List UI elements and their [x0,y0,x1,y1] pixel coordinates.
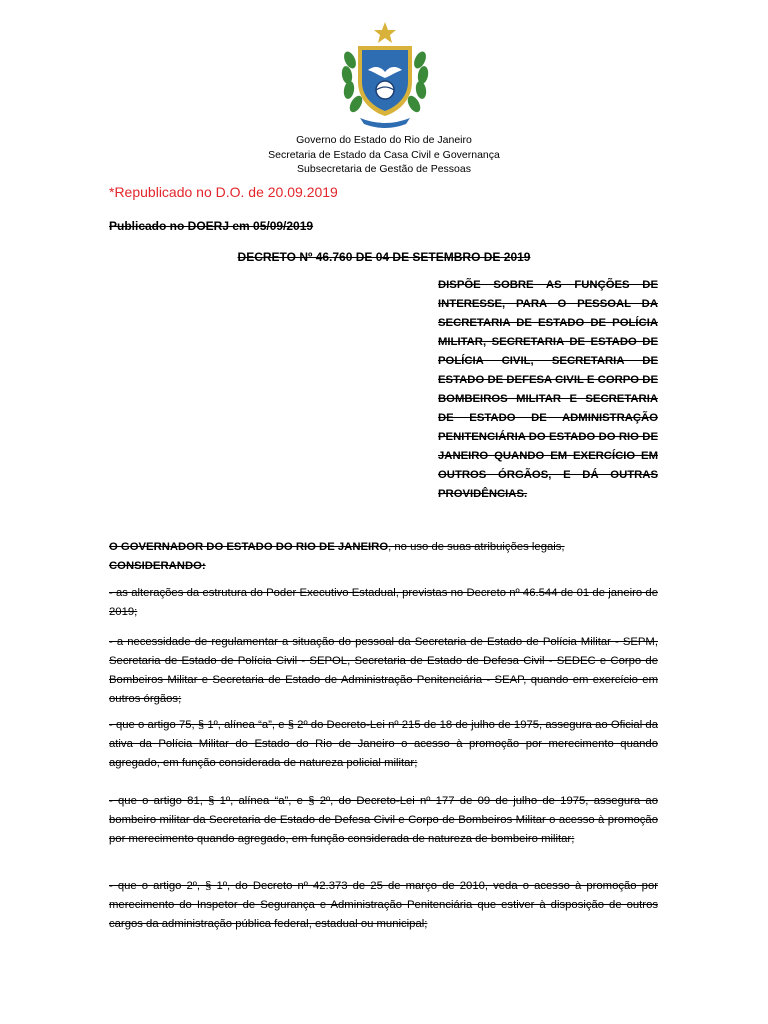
header-line-government: Governo do Estado do Rio de Janeiro [296,134,472,146]
header-line-secretaria: Secretaria de Estado da Casa Civil e Governança [268,149,500,161]
considerando-4: - que o artigo 81, § 1º, alínea “a”, e § 2º, do Decreto-Lei nº 177 de 09 de julho de 1975, assegura ao bombeiro militar da Secretaria de Estado de Defesa Civil e Corpo de Bombeiros Militar o acesso à promoção por merecimento quando agregado, em função considerada de natureza de bombeiro militar; [109,795,658,845]
preamble-governor: O GOVERNADOR DO ESTADO DO RIO DE JANEIRO [109,541,389,553]
considerando-1: - as alterações da estrutura do Poder Executivo Estadual, previstas no Decreto nº 46.544 de 01 de janeiro de 2019; [109,587,658,618]
preamble [109,538,658,576]
preamble-rest: , no uso de suas atribuições legais, [388,541,565,553]
header-line-subsecretaria: Subsecretaria de Gestão de Pessoas [297,163,471,175]
preamble-considerando: CONSIDERANDO: [109,560,206,572]
considerando-3: - que o artigo 75, § 1º, alínea “a”, e § 2º do Decreto-Lei nº 215 de 18 de julho de 1975, assegura ao Oficial da ativa da Polícia Militar do Estado do Rio de Janeiro o acesso à promoção por merecimento quando agregado, em função considerada de natureza policial militar; [109,719,658,769]
coat-of-arms-icon [336,20,434,132]
decree-title: DECRETO Nº 46.760 DE 04 DE SETEMBRO DE 2019 [237,250,531,264]
considerando-5: - que o artigo 2º, § 1º, do Decreto nº 42.373 de 25 de março de 2010, veda o acesso à promoção por merecimento do Inspetor de Segurança e Administração Penitenciária que estiver à disposição de outros cargos da administração pública federal, estadual ou municipal; [109,880,658,930]
republication-note: *Republicado no D.O. de 20.09.2019 [109,184,338,200]
considerando-2: - a necessidade de regulamentar a situação do pessoal da Secretaria de Estado de Polícia Militar - SEPM, Secretaria de Estado de Polícia Civil - SEPOL, Secretaria de Estado de Defesa Civil - SEDEC e Corpo de Bombeiros Militar e Secretaria de Estado de Administração Penitenciária - SEAP, quando em exercício em outros órgãos; [109,636,658,705]
publication-note: Publicado no DOERJ em 05/09/2019 [109,219,314,233]
decree-ementa: DISPÕE SOBRE AS FUNÇÕES DE INTERESSE, PARA O PESSOAL DA SECRETARIA DE ESTADO DE POLÍCIA MILITAR, SECRETARIA DE ESTADO DE POLÍCIA CIVIL, SECRETARIA DE ESTADO DE DEFESA CIVIL E CORPO DE BOMBEIROS MILITAR E SECRETARIA DE ESTADO DE ADMINISTRAÇÃO PENITENCIÁRIA DO ESTADO DO RIO DE JANEIRO QUANDO EM EXERCÍCIO EM OUTROS ÓRGÃOS, E DÁ OUTRAS PROVIDÊNCIAS. [438,279,658,500]
